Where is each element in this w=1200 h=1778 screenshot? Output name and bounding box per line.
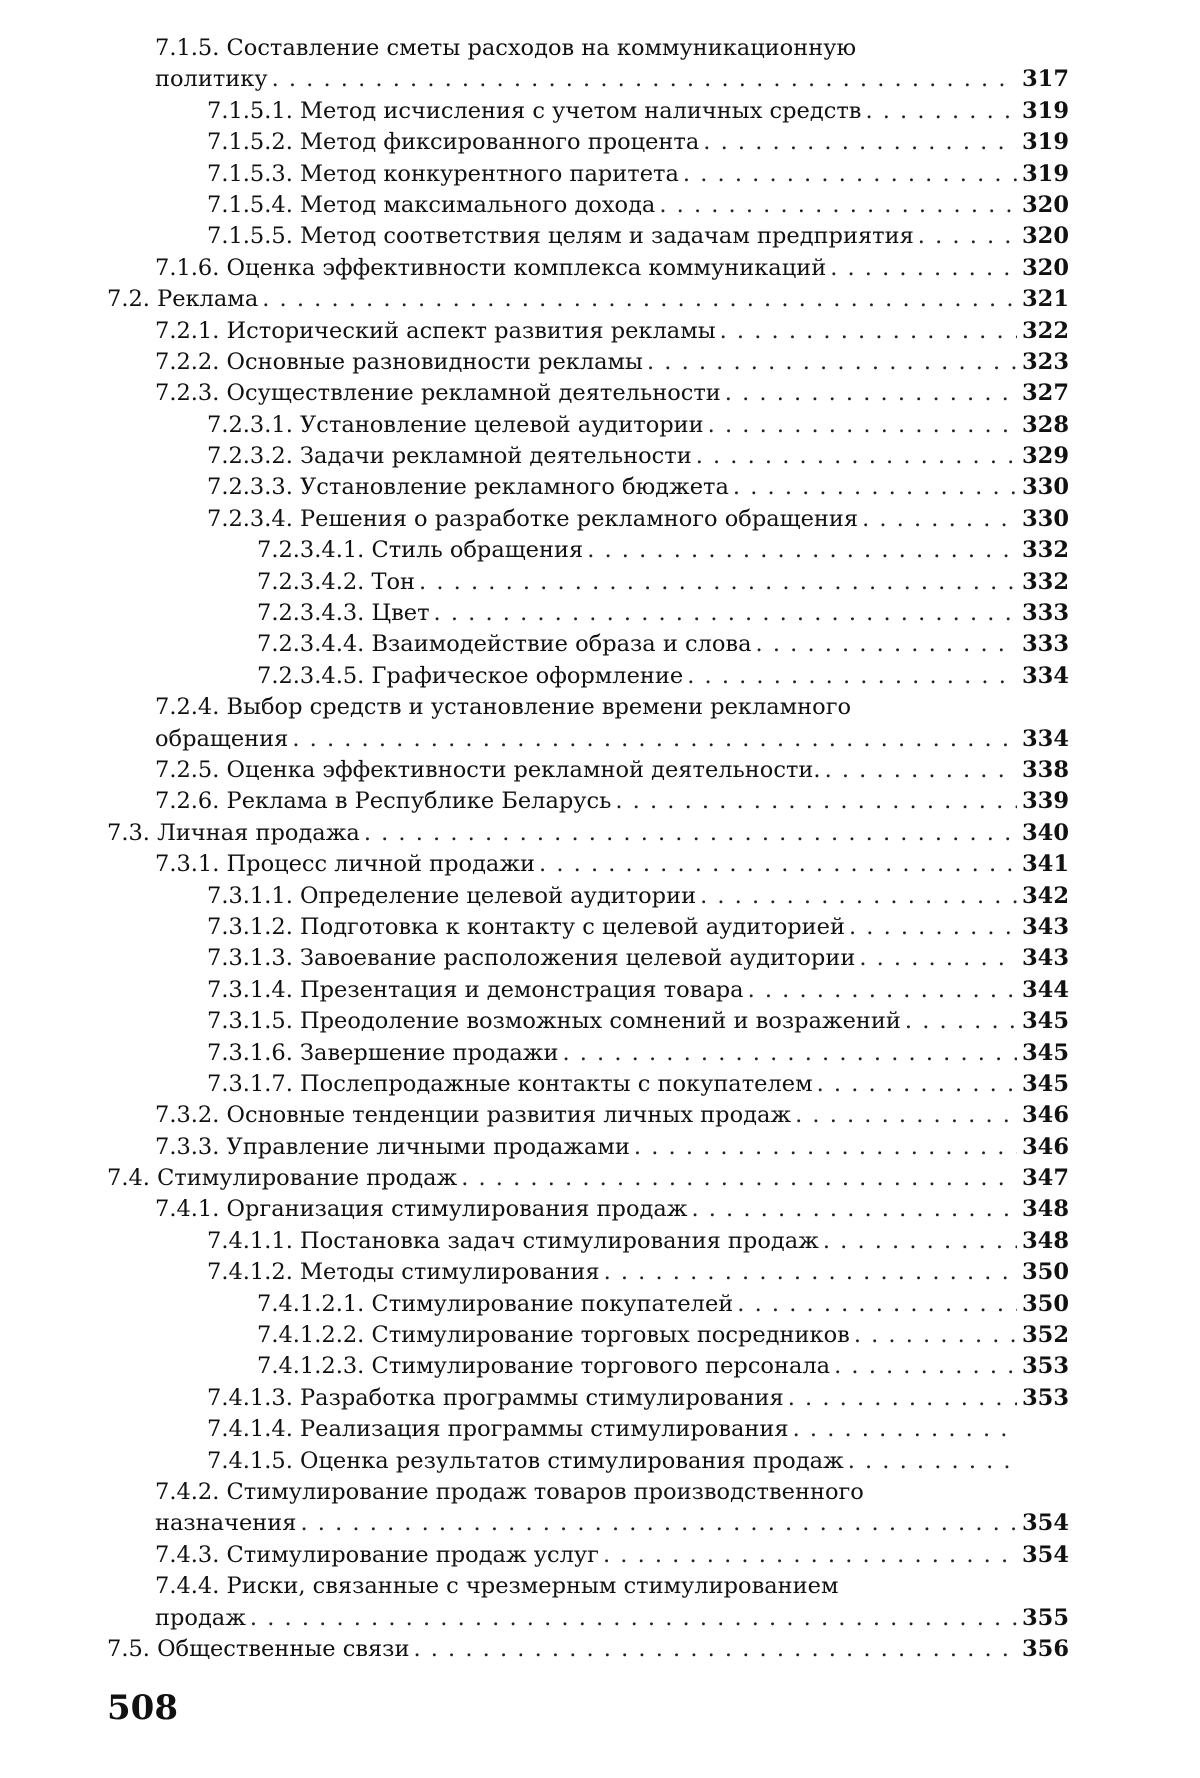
toc-entry-page: 320 xyxy=(1022,191,1069,218)
dot-leader xyxy=(720,316,1017,347)
toc-entry xyxy=(107,1634,1069,1665)
toc-entry-page: 322 xyxy=(1022,317,1069,344)
toc-entry-continuation xyxy=(107,1603,1069,1634)
toc-entry-title: 7.1.5.5. Метод соответствия целям и задачам предприятия xyxy=(207,223,914,250)
dot-leader xyxy=(691,1194,1017,1225)
dot-leader xyxy=(647,347,1017,378)
toc-entry xyxy=(107,504,1069,535)
toc-entry-title: 7.4.3. Стимулирование продаж услуг xyxy=(155,1541,599,1568)
toc-entry-title: назначения xyxy=(155,1510,297,1537)
toc-entry xyxy=(107,1226,1069,1257)
toc-entry-page: 329 xyxy=(1022,443,1069,470)
toc-entry-title: 7.4.1.5. Оценка результатов стимулирования продаж xyxy=(207,1447,844,1474)
toc-entry-title: 7.3.1.2. Подготовка к контакту с целевой аудиторией xyxy=(207,913,845,940)
toc-entry xyxy=(107,1289,1069,1320)
toc-entry-title: 7.3.1.1. Определение целевой аудитории xyxy=(207,882,697,909)
toc-entry-title: 7.3.2. Основные тенденции развития личных продаж xyxy=(155,1102,792,1129)
toc-entry xyxy=(107,284,1069,315)
toc-entry xyxy=(107,1540,1069,1571)
toc-entry-title: 7.3.1.6. Завершение продажи xyxy=(207,1039,559,1066)
toc-entry-page: 347 xyxy=(1022,1165,1069,1192)
dot-leader xyxy=(364,818,1017,849)
toc-entry xyxy=(107,127,1069,158)
toc-entry xyxy=(107,535,1069,566)
toc-entry-page: 319 xyxy=(1022,97,1069,124)
toc-entry-page: 319 xyxy=(1022,129,1069,156)
toc-entry xyxy=(107,1038,1069,1069)
toc-entry-page: 334 xyxy=(1022,662,1069,689)
toc-entry xyxy=(107,221,1069,252)
toc-entry-title: 7.4.1.3. Разработка программы стимулирования xyxy=(207,1384,784,1411)
toc-entry-page: 320 xyxy=(1022,254,1069,281)
toc-entry xyxy=(107,316,1069,347)
toc-entry-title: 7.1.5.1. Метод исчисления с учетом наличных средств xyxy=(207,97,862,124)
toc-entry-title: 7.2.3.4.4. Взаимодействие образа и слова xyxy=(257,631,752,658)
toc-entry-title: 7.4. Стимулирование продаж xyxy=(107,1165,458,1192)
toc-entry xyxy=(107,1069,1069,1100)
dot-leader xyxy=(292,724,1017,755)
toc-entry-page: 350 xyxy=(1022,1290,1069,1317)
toc-entry xyxy=(107,472,1069,503)
toc-entry-page: 334 xyxy=(1022,725,1069,752)
dot-leader xyxy=(793,1414,1017,1445)
toc-entry xyxy=(107,1446,1069,1477)
toc-entry-title: 7.4.1.2. Методы стимулирования xyxy=(207,1259,600,1286)
toc-entry xyxy=(107,755,1069,786)
toc-entry-page: 343 xyxy=(1022,913,1069,940)
dot-leader xyxy=(862,504,1017,535)
dot-leader xyxy=(825,755,1017,786)
toc-entry-page: 319 xyxy=(1022,160,1069,187)
toc-entry-page: 348 xyxy=(1022,1227,1069,1254)
toc-entry xyxy=(107,347,1069,378)
toc-entry-page: 346 xyxy=(1022,1102,1069,1129)
toc-entry-continuation xyxy=(107,724,1069,755)
dot-leader xyxy=(905,1006,1017,1037)
toc-entry-page: 353 xyxy=(1022,1384,1069,1411)
dot-leader xyxy=(696,441,1017,472)
toc-entry-title: продаж xyxy=(155,1604,246,1631)
toc-entry xyxy=(107,1194,1069,1225)
dot-leader xyxy=(788,1383,1017,1414)
toc-entry xyxy=(107,912,1069,943)
toc-entry-page: 323 xyxy=(1022,348,1069,375)
toc-entry xyxy=(107,692,1069,723)
dot-leader xyxy=(434,598,1017,629)
dot-leader xyxy=(817,1069,1017,1100)
toc-entry xyxy=(107,441,1069,472)
toc-entry-title: 7.2.3.4.1. Стиль обращения xyxy=(257,537,584,564)
toc-entry xyxy=(107,1320,1069,1351)
toc-entry xyxy=(107,1477,1069,1508)
toc-entry xyxy=(107,598,1069,629)
dot-leader xyxy=(413,1634,1017,1665)
toc-entry xyxy=(107,786,1069,817)
toc-entry-page: 354 xyxy=(1022,1541,1069,1568)
toc-entry xyxy=(107,818,1069,849)
toc-entry-page: 327 xyxy=(1022,380,1069,407)
toc-entry xyxy=(107,1571,1069,1602)
dot-leader xyxy=(615,786,1017,817)
toc-entry xyxy=(107,1006,1069,1037)
toc-entry-title: 7.4.1.4. Реализация программы стимулирования xyxy=(207,1416,789,1443)
toc-entry xyxy=(107,629,1069,660)
toc-entry-title: 7.2.3. Осуществление рекламной деятельности xyxy=(155,380,721,407)
toc-entry-title: 7.1.5.2. Метод фиксированного процента xyxy=(207,129,700,156)
toc-entry-page: 355 xyxy=(1022,1604,1069,1631)
toc-entry xyxy=(107,849,1069,880)
toc-entry xyxy=(107,1383,1069,1414)
toc-entry-title: 7.2.3.3. Установление рекламного бюджета xyxy=(207,474,729,501)
toc-entry-page: 341 xyxy=(1022,851,1069,878)
toc-entry-title: 7.4.1.2.3. Стимулирование торгового персонала xyxy=(257,1353,831,1380)
toc-entry xyxy=(107,943,1069,974)
toc-entry-page: 330 xyxy=(1022,474,1069,501)
toc-entry-page: 356 xyxy=(1022,1635,1069,1662)
page-number: 508 xyxy=(107,1688,178,1728)
toc-entry xyxy=(107,96,1069,127)
dot-leader xyxy=(603,1540,1017,1571)
dot-leader xyxy=(604,1257,1017,1288)
table-of-contents xyxy=(107,33,1069,1665)
toc-entry-title: политику xyxy=(155,66,268,93)
dot-leader xyxy=(737,1289,1017,1320)
dot-leader xyxy=(708,410,1017,441)
dot-leader xyxy=(918,221,1017,252)
dot-leader xyxy=(748,975,1017,1006)
toc-entry xyxy=(107,1100,1069,1131)
dot-leader xyxy=(419,567,1017,598)
dot-leader xyxy=(823,1226,1017,1257)
dot-leader xyxy=(830,253,1017,284)
toc-entry-page: 339 xyxy=(1022,788,1069,815)
toc-entry-page: 328 xyxy=(1022,411,1069,438)
toc-entry-title: 7.2.3.2. Задачи рекламной деятельности xyxy=(207,443,692,470)
dot-leader xyxy=(700,881,1017,912)
dot-leader xyxy=(562,1038,1017,1069)
toc-entry-title: 7.1.5.4. Метод максимального дохода xyxy=(207,191,656,218)
dot-leader xyxy=(795,1100,1017,1131)
dot-leader xyxy=(272,64,1017,95)
toc-entry xyxy=(107,410,1069,441)
toc-entry xyxy=(107,1351,1069,1382)
toc-entry-title: 7.2.5. Оценка эффективности рекламной деятельности. xyxy=(155,756,821,783)
toc-entry-title: 7.3.1.3. Завоевание расположения целевой аудитории xyxy=(207,945,856,972)
toc-entry-page: 342 xyxy=(1022,882,1069,909)
toc-entry-title: 7.5. Общественные связи xyxy=(107,1635,410,1662)
toc-entry-title: 7.2.3.4.3. Цвет xyxy=(257,600,430,627)
toc-entry-title: 7.1.5.3. Метод конкурентного паритета xyxy=(207,160,679,187)
toc-entry-page: 346 xyxy=(1022,1133,1069,1160)
dot-leader xyxy=(854,1320,1017,1351)
dot-leader xyxy=(859,943,1017,974)
toc-entry-title: 7.3.1.5. Преодоление возможных сомнений и возражений xyxy=(207,1008,901,1035)
toc-entry-title: 7.3. Личная продажа xyxy=(107,819,360,846)
toc-entry-title: 7.4.1.2.1. Стимулирование покупателей xyxy=(257,1290,734,1317)
toc-entry-title: 7.2.2. Основные разновидности рекламы xyxy=(155,348,643,375)
toc-entry-title: 7.2. Реклама xyxy=(107,286,259,313)
toc-entry-page: 317 xyxy=(1022,66,1069,93)
toc-entry-page: 321 xyxy=(1022,286,1069,313)
toc-entry-title: 7.3.1. Процесс личной продажи xyxy=(155,851,536,878)
toc-entry-continuation xyxy=(107,1508,1069,1539)
toc-entry xyxy=(107,253,1069,284)
toc-entry-page: 345 xyxy=(1022,1039,1069,1066)
dot-leader xyxy=(539,849,1017,880)
toc-entry-page: 333 xyxy=(1022,600,1069,627)
toc-entry-title: 7.2.6. Реклама в Республике Беларусь xyxy=(155,788,612,815)
toc-entry-page: 348 xyxy=(1022,1196,1069,1223)
toc-entry xyxy=(107,975,1069,1006)
toc-entry xyxy=(107,881,1069,912)
toc-entry-page: 338 xyxy=(1022,756,1069,783)
toc-entry-title: 7.4.2. Стимулирование продаж товаров производственного xyxy=(155,1478,864,1505)
dot-leader xyxy=(849,912,1017,943)
toc-entry-title: 7.4.1.1. Постановка задач стимулирования продаж xyxy=(207,1227,819,1254)
dot-leader xyxy=(461,1163,1017,1194)
toc-entry-title: 7.3.1.4. Презентация и демонстрация товара xyxy=(207,976,744,1003)
toc-entry-page: 345 xyxy=(1022,1070,1069,1097)
toc-entry-title: 7.2.3.4.5. Графическое оформление xyxy=(257,662,684,689)
dot-leader xyxy=(703,127,1017,158)
dot-leader xyxy=(834,1351,1017,1382)
toc-entry-page: 332 xyxy=(1022,537,1069,564)
toc-entry-title: 7.1.5. Составление сметы расходов на коммуникационную xyxy=(155,35,857,61)
toc-entry-title: 7.4.1. Организация стимулирования продаж xyxy=(155,1196,688,1223)
toc-entry-page: 352 xyxy=(1022,1322,1069,1349)
toc-entry-page: 353 xyxy=(1022,1353,1069,1380)
toc-entry xyxy=(107,1414,1069,1445)
dot-leader xyxy=(250,1603,1017,1634)
toc-entry-page: 333 xyxy=(1022,631,1069,658)
toc-entry xyxy=(107,661,1069,692)
toc-entry-page: 344 xyxy=(1022,976,1069,1003)
toc-entry-title: 7.3.3. Управление личными продажами xyxy=(155,1133,630,1160)
toc-entry-page: 350 xyxy=(1022,1259,1069,1286)
toc-entry-continuation xyxy=(107,64,1069,95)
toc-entry-page: 345 xyxy=(1022,1008,1069,1035)
toc-entry-title: 7.2.1. Исторический аспект развития рекламы xyxy=(155,317,716,344)
dot-leader xyxy=(756,629,1017,660)
toc-entry xyxy=(107,33,1069,64)
toc-entry xyxy=(107,159,1069,190)
toc-entry-title: 7.4.1.2.2. Стимулирование торговых посредников xyxy=(257,1322,850,1349)
dot-leader xyxy=(659,190,1017,221)
dot-leader xyxy=(300,1508,1017,1539)
toc-entry-page: 332 xyxy=(1022,568,1069,595)
dot-leader xyxy=(865,96,1017,127)
toc-entry-title: обращения xyxy=(155,725,289,752)
toc-entry-title: 7.2.3.1. Установление целевой аудитории xyxy=(207,411,704,438)
toc-entry xyxy=(107,1163,1069,1194)
toc-entry-title: 7.2.4. Выбор средств и установление времени рекламного xyxy=(155,694,852,721)
toc-entry-page: 320 xyxy=(1022,223,1069,250)
dot-leader xyxy=(683,159,1017,190)
toc-entry-page: 340 xyxy=(1022,819,1069,846)
toc-entry-page: 343 xyxy=(1022,945,1069,972)
toc-entry xyxy=(107,1257,1069,1288)
toc-entry-title: 7.3.1.7. Послепродажные контакты с покупателем xyxy=(207,1070,813,1097)
dot-leader xyxy=(262,284,1017,315)
toc-entry-title: 7.1.6. Оценка эффективности комплекса коммуникаций xyxy=(155,254,827,281)
toc-entry-title: 7.2.3.4. Решения о разработке рекламного обращения xyxy=(207,505,859,532)
toc-entry xyxy=(107,1132,1069,1163)
dot-leader xyxy=(634,1132,1017,1163)
dot-leader xyxy=(687,661,1017,692)
dot-leader xyxy=(733,472,1017,503)
dot-leader xyxy=(848,1446,1017,1477)
dot-leader xyxy=(587,535,1017,566)
toc-entry-page: 354 xyxy=(1022,1510,1069,1537)
dot-leader xyxy=(725,378,1017,409)
toc-entry-title: 7.2.3.4.2. Тон xyxy=(257,568,416,595)
toc-entry xyxy=(107,378,1069,409)
toc-entry xyxy=(107,567,1069,598)
toc-entry-page: 330 xyxy=(1022,505,1069,532)
toc-entry xyxy=(107,190,1069,221)
toc-entry-title: 7.4.4. Риски, связанные с чрезмерным стимулированием xyxy=(155,1573,839,1600)
